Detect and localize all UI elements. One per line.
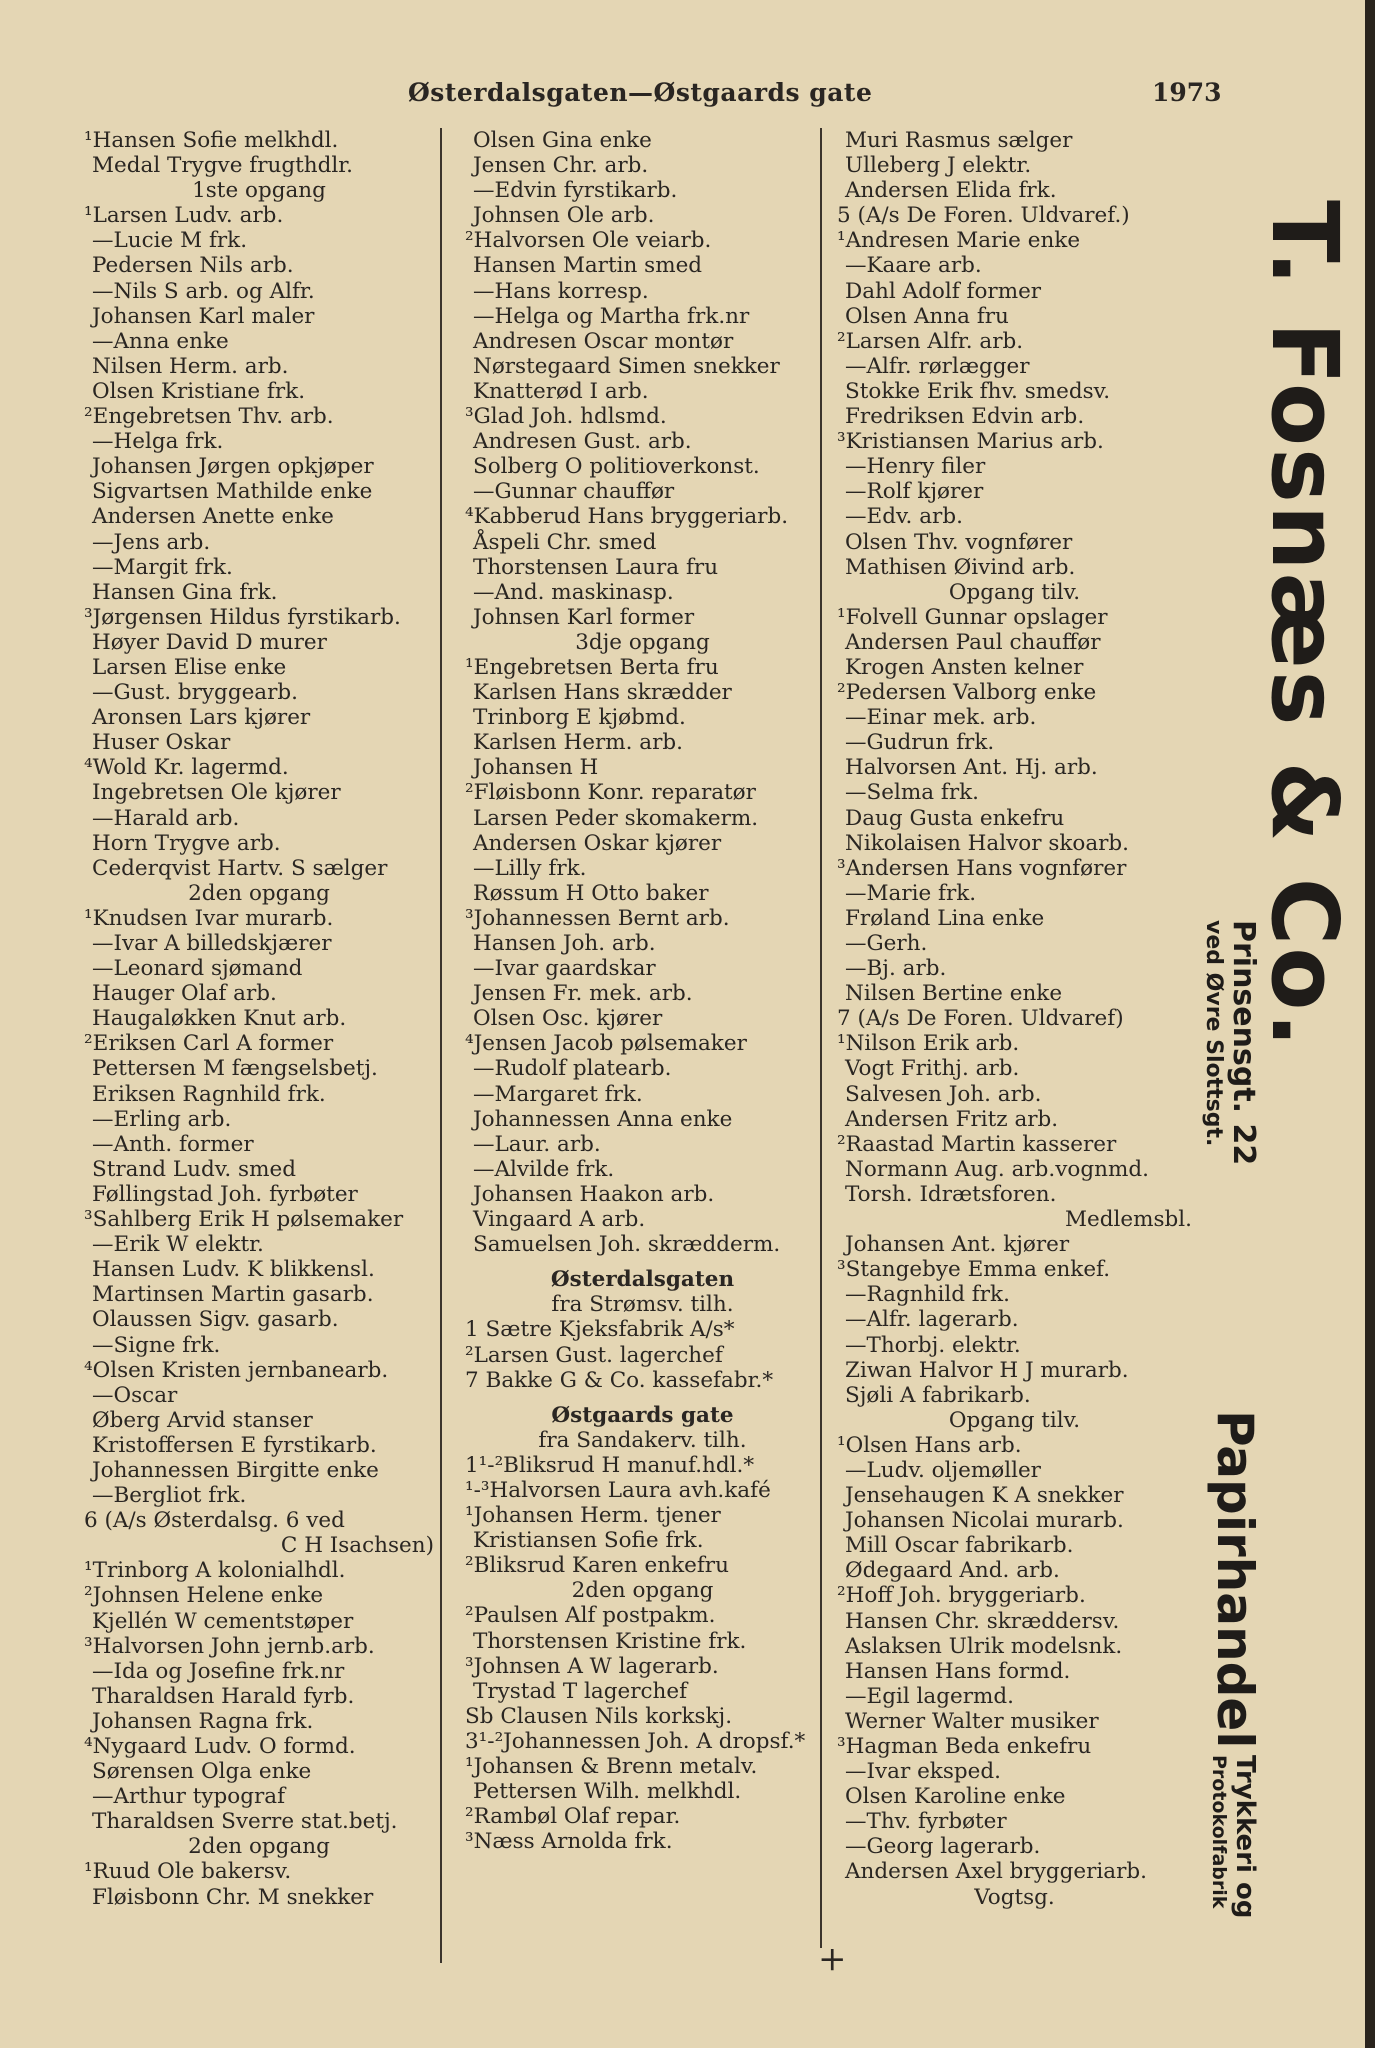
directory-entry: 7 (A/s De Foren. Uldvaref) (837, 1006, 1124, 1032)
directory-entry: Johansen Karl maler (92, 303, 315, 329)
ad-shop-type: Papirhandel (1206, 1410, 1264, 1749)
directory-entry: Sjøli A fabrikarb. (845, 1382, 1031, 1408)
directory-entry: —Rolf kjører (845, 479, 984, 505)
directory-entry: —Marie frk. (845, 880, 977, 906)
directory-entry: ¹Folvell Gunnar opslager (837, 604, 1108, 630)
directory-entry: —Ivar eksped. (845, 1759, 1001, 1785)
directory-entry: —Ida og Josefine frk.nr (92, 1658, 345, 1684)
margin-cross-mark: + (818, 1939, 847, 1979)
directory-entry: Olsen Kristiane frk. (92, 378, 306, 404)
directory-entry: —Anna enke (92, 328, 229, 354)
directory-entry: Larsen Peder skomakerm. (473, 805, 759, 831)
directory-entry: —Gunnar chauffør (473, 479, 675, 505)
directory-entry: Johansen Ant. kjører (845, 1232, 1070, 1258)
directory-entry: Andersen Elida frk. (845, 178, 1057, 204)
directory-entry: Martinsen Martin gasarb. (92, 1282, 374, 1308)
directory-entry: —Bj. arb. (845, 956, 947, 982)
directory-entry: Solberg O politioverkonst. (473, 454, 760, 480)
page-header (0, 78, 1240, 114)
directory-entry: —Thorbj. elektr. (845, 1332, 1021, 1358)
directory-entry: —Margaret frk. (473, 1081, 643, 1107)
directory-entry: —Henry filer (845, 454, 986, 480)
directory-entry: ²Larsen Alfr. arb. (837, 328, 1024, 354)
directory-entry: Tharaldsen Harald fyrb. (92, 1683, 355, 1709)
directory-entry: Andersen Oskar kjører (473, 830, 722, 856)
directory-entry: 6 (A/s Østerdalsg. 6 ved (84, 1508, 345, 1534)
directory-entry: —Georg lagerarb. (845, 1834, 1041, 1860)
advertisement-sidebar (1190, 200, 1358, 1919)
directory-entry: Åspeli Chr. smed (473, 529, 657, 555)
directory-entry: ¹Larsen Ludv. arb. (84, 203, 284, 229)
directory-entry: Jensehaugen K A snekker (845, 1483, 1124, 1509)
directory-entry: —Alfr. lagerarb. (845, 1307, 1019, 1333)
column-divider-1 (440, 128, 442, 1963)
directory-entry: Werner Walter musiker (845, 1708, 1099, 1734)
directory-entry: —Anth. former (92, 1131, 254, 1157)
stairway-heading: 3dje opgang (575, 629, 710, 655)
stairway-heading: fra Strømsv. tilh. (551, 1292, 734, 1318)
directory-entry: 1¹-²Bliksrud H manuf.hdl.* (465, 1452, 755, 1478)
directory-entry: —Signe frk. (92, 1332, 221, 1358)
directory-entry: Hansen Ludv. K blikkensl. (92, 1257, 375, 1283)
ad-company-name: T. Fosnæs & Co. (1251, 200, 1358, 1050)
column-1 (84, 128, 434, 1910)
directory-entry: 3¹-²Johannessen Joh. A dropsf.* (465, 1728, 806, 1754)
directory-entry: —Erik W elektr. (92, 1232, 264, 1258)
directory-entry: —Gerh. (845, 931, 928, 956)
directory-entry: —Lilly frk. (473, 855, 587, 881)
directory-entry: —Laur. arb. (473, 1131, 601, 1157)
directory-entry: Andersen Axel bryggeriarb. (845, 1859, 1147, 1885)
directory-entry: Ingebretsen Ole kjører (92, 780, 341, 806)
directory-entry: —Edv. arb. (845, 504, 963, 530)
directory-entry: Høyer David D murer (92, 629, 327, 655)
directory-entry: Fredriksen Edvin arb. (845, 404, 1085, 430)
directory-entry: Johansen Haakon arb. (473, 1181, 715, 1207)
directory-entry: Thorstensen Laura fru (473, 554, 719, 580)
directory-entry: Hauger Olaf arb. (92, 981, 277, 1007)
directory-entry: ²Paulsen Alf postpakm. (465, 1603, 716, 1629)
column-2 (465, 128, 820, 1854)
directory-entry: Karlsen Herm. arb. (473, 730, 683, 756)
directory-entry: ³Johannessen Bernt arb. (465, 905, 730, 931)
directory-entry: —Jens arb. (92, 529, 211, 555)
directory-entry: Larsen Elise enke (92, 654, 287, 680)
directory-entry: ¹Hansen Sofie melkhdl. (84, 128, 339, 153)
directory-entry: ²Pedersen Valborg enke (837, 680, 1097, 706)
directory-entry: Pettersen Wilh. melkhdl. (473, 1779, 742, 1805)
directory-entry: Halvorsen Ant. Hj. arb. (845, 755, 1098, 781)
directory-entry: —Harald arb. (92, 805, 240, 831)
directory-entry: Vingaard A arb. (473, 1207, 646, 1233)
directory-entry: —Bergliot frk. (92, 1483, 247, 1509)
column-3 (837, 128, 1192, 1910)
directory-entry: Andersen Fritz arb. (845, 1106, 1059, 1132)
directory-entry: Huser Oskar (92, 730, 231, 756)
directory-entry: —Helga frk. (92, 429, 224, 455)
directory-entry: 5 (A/s De Foren. Uldvaref.) (837, 203, 1130, 229)
directory-entry: —Gudrun frk. (845, 730, 995, 756)
directory-entry: Johannessen Birgitte enke (92, 1457, 379, 1483)
page-number: 1973 (1152, 78, 1222, 107)
stairway-heading: 2den opgang (571, 1578, 714, 1604)
directory-entry: ³Sahlberg Erik H pølsemaker (84, 1207, 404, 1233)
directory-entry: —Erling arb. (92, 1106, 232, 1132)
directory-entry: Johannessen Anna enke (473, 1106, 733, 1132)
directory-entry: Horn Trygve arb. (92, 830, 281, 856)
directory-entry: ³Stangebye Emma enkef. (837, 1257, 1111, 1283)
directory-entry: ⁴Nygaard Ludv. O formd. (84, 1734, 356, 1759)
directory-entry: Vogt Frithj. arb. (845, 1056, 1020, 1082)
directory-entry: —Alvilde frk. (473, 1156, 615, 1182)
directory-entry: —And. maskinasp. (473, 579, 674, 605)
directory-entry: —Ivar A billedskjærer (92, 931, 332, 956)
directory-entry: Olsen Thv. vognfører (845, 529, 1073, 555)
directory-entry: —Einar mek. arb. (845, 705, 1037, 731)
directory-entry: ³Næss Arnolda frk. (465, 1829, 673, 1855)
directory-entry: Røssum H Otto baker (473, 880, 709, 906)
directory-entry: ³Halvorsen John jernb.arb. (84, 1633, 375, 1659)
directory-entry: Johansen Nicolai murarb. (845, 1508, 1124, 1534)
directory-entry: —Helga og Martha frk.nr (473, 303, 750, 329)
directory-entry: Torsh. Idrætsforen. (845, 1181, 1057, 1207)
directory-entry: Andersen Anette enke (92, 504, 334, 530)
directory-entry: —Egil lagermd. (845, 1683, 1014, 1709)
directory-entry: ²Eriksen Carl A former (84, 1031, 334, 1057)
directory-entry: ¹Andresen Marie enke (837, 228, 1081, 254)
directory-entry: Sigvartsen Mathilde enke (92, 479, 373, 505)
directory-entry: Aronsen Lars kjører (92, 705, 311, 731)
directory-entry: Cederqvist Hartv. S sælger (92, 855, 388, 881)
directory-entry: ²Engebretsen Thv. arb. (84, 404, 334, 430)
directory-entry: Sb Clausen Nils korkskj. (465, 1703, 733, 1729)
directory-entry: ¹Johansen Herm. tjener (465, 1503, 721, 1529)
directory-entry: ¹Ruud Ole bakersv. (84, 1859, 292, 1885)
directory-entry: —Ludv. oljemøller (845, 1457, 1041, 1483)
directory-entry: Eriksen Ragnhild frk. (92, 1081, 326, 1107)
directory-entry: Thorstensen Kristine frk. (473, 1628, 747, 1654)
directory-entry: ¹Engebretsen Berta fru (465, 654, 719, 680)
directory-entry: Aslaksen Ulrik modelsnk. (845, 1633, 1123, 1659)
directory-entry: ²Bliksrud Karen enkefru (465, 1553, 729, 1579)
directory-entry: —Rudolf platearb. (473, 1056, 672, 1082)
directory-entry: Johnsen Karl former (473, 604, 695, 630)
directory-entry: Kristoffersen E fyrstikarb. (92, 1432, 377, 1458)
directory-entry: —Kaare arb. (845, 253, 982, 279)
directory-entry: Hansen Hans formd. (845, 1658, 1071, 1684)
directory-entry: Johansen Ragna frk. (92, 1708, 314, 1734)
ad-print-line-1: Trykkeri og (1230, 1755, 1260, 1919)
directory-entry: Kjellén W cementstøper (92, 1608, 354, 1634)
directory-entry: Mathisen Øivind arb. (845, 554, 1076, 580)
stairway-heading: 2den opgang (188, 1834, 330, 1860)
directory-entry: Jensen Chr. arb. (473, 153, 649, 179)
directory-entry: Jensen Fr. mek. arb. (473, 981, 693, 1007)
directory-entry: —Ivar gaardskar (473, 956, 656, 982)
directory-entry: Trinborg E kjøbmd. (473, 705, 686, 731)
directory-entry: Hansen Martin smed (473, 253, 703, 279)
directory-entry: Salvesen Joh. arb. (845, 1081, 1042, 1107)
directory-entry: Strand Ludv. smed (92, 1156, 296, 1182)
directory-entry: —Ragnhild frk. (845, 1282, 1010, 1308)
directory-entry: ³Andersen Hans vognfører (837, 855, 1127, 881)
directory-entry: ³Johnsen A W lagerarb. (465, 1653, 719, 1679)
directory-entry: ²Johnsen Helene enke (84, 1583, 324, 1609)
directory-entry: Knatterød I arb. (473, 378, 649, 404)
section-gap (465, 1393, 820, 1403)
directory-entry: Hansen Chr. skræddersv. (845, 1608, 1120, 1634)
directory-entry: —Arthur typograf (92, 1784, 286, 1810)
directory-entry: Trystad T lagerchef (473, 1678, 688, 1704)
directory-entry: Normann Aug. arb.vognmd. (845, 1156, 1149, 1182)
directory-entry: —Edvin fyrstikarb. (473, 178, 678, 204)
directory-entry: —Nils S arb. og Alfr. (92, 278, 315, 304)
stairway-heading: Vogtsg. (974, 1884, 1055, 1910)
directory-entry: Mill Oscar fabrikarb. (845, 1533, 1074, 1559)
entry-continuation: C H Isachsen) (280, 1533, 434, 1559)
directory-entry: Medal Trygve frugthdlr. (92, 153, 353, 179)
directory-entry: Ødegaard And. arb. (845, 1558, 1060, 1584)
stairway-heading: 1ste opgang (192, 178, 326, 204)
directory-entry: Samuelsen Joh. skrædderm. (473, 1232, 781, 1258)
directory-entry: Øberg Arvid stanser (92, 1407, 313, 1433)
directory-entry: Stokke Erik fhv. smedsv. (845, 378, 1111, 404)
directory-entry: Haugaløkken Knut arb. (92, 1006, 347, 1032)
directory-entry: Johansen H (473, 755, 599, 781)
directory-entry: ⁴Jensen Jacob pølsemaker (465, 1031, 747, 1057)
directory-entry: Sørensen Olga enke (92, 1759, 312, 1785)
directory-entry: Hansen Joh. arb. (473, 931, 656, 956)
directory-entry: ⁴Olsen Kristen jernbanearb. (84, 1357, 389, 1383)
directory-entry: ³Glad Joh. hdlsmd. (465, 404, 667, 430)
directory-entry: Andersen Paul chauffør (845, 629, 1101, 655)
directory-entry: —Hans korresp. (473, 278, 649, 304)
directory-entry: Kristiansen Sofie frk. (473, 1528, 704, 1554)
ad-corner: ved Øvre Slottsgt. (1201, 920, 1226, 1147)
directory-entry: —Thv. fyrbøter (845, 1809, 1007, 1835)
directory-entry: Johansen Jørgen opkjøper (92, 454, 374, 480)
directory-entry: ²Halvorsen Ole veiarb. (465, 228, 712, 254)
directory-entry: ¹Olsen Hans arb. (837, 1432, 1022, 1458)
stairway-heading: Opgang tilv. (948, 1407, 1081, 1433)
directory-entry: Ziwan Halvor H J murarb. (845, 1357, 1129, 1383)
ad-address (1200, 920, 1260, 1165)
directory-entry: Nørstegaard Simen snekker (473, 353, 780, 379)
directory-entry: Nilsen Bertine enke (845, 981, 1063, 1007)
directory-entry: 7 Bakke G & Co. kassefabr.* (465, 1367, 774, 1393)
directory-entry: —Gust. bryggearb. (92, 680, 298, 706)
directory-entry: —Leonard sjømand (92, 956, 303, 982)
directory-entry: Føllingstad Joh. fyrbøter (92, 1181, 358, 1207)
directory-entry: ⁴Wold Kr. lagermd. (84, 755, 289, 781)
directory-entry: ¹Knudsen Ivar murarb. (84, 905, 334, 931)
directory-entry: ³Kristiansen Marius arb. (837, 429, 1104, 455)
directory-entry: —Alfr. rørlægger (845, 353, 1030, 379)
directory-entry: Krogen Ansten kelner (845, 654, 1084, 680)
directory-entry: ²Larsen Gust. lagerchef (465, 1342, 723, 1368)
directory-entry: Johnsen Ole arb. (473, 203, 655, 229)
street-heading: Østerdalsgaten (550, 1267, 735, 1293)
directory-entry: ³Hagman Beda enkefru (837, 1734, 1092, 1759)
stairway-heading: fra Sandakerv. tilh. (538, 1427, 747, 1453)
directory-entry: Ulleberg J elektr. (845, 153, 1032, 179)
directory-entry: Dahl Adolf former (845, 278, 1042, 304)
ad-print-services (1208, 1755, 1260, 1918)
ad-street: Prinsensgt. 22 (1226, 920, 1261, 1166)
directory-entry: Karlsen Hans skrædder (473, 680, 732, 706)
section-gap (465, 1257, 820, 1267)
directory-entry: ⁴Kabberud Hans bryggeriarb. (465, 504, 789, 530)
stairway-heading: 2den opgang (188, 880, 330, 906)
directory-entry: Hansen Gina frk. (92, 579, 278, 605)
directory-entry: Tharaldsen Sverre stat.betj. (92, 1809, 398, 1835)
directory-entry: Olsen Gina enke (473, 128, 652, 153)
directory-entry: ²Raastad Martin kasserer (837, 1131, 1117, 1157)
directory-entry: ¹Nilson Erik arb. (837, 1031, 1020, 1057)
directory-entry: Nikolaisen Halvor skoarb. (845, 830, 1130, 856)
directory-entry: Muri Rasmus sælger (845, 128, 1073, 153)
directory-entry: ³Jørgensen Hildus fyrstikarb. (84, 604, 401, 630)
directory-entry: ¹-³Halvorsen Laura avh.kafé (465, 1477, 771, 1503)
directory-entry: Olsen Osc. kjører (473, 1006, 663, 1032)
directory-entry: —Lucie M frk. (92, 228, 248, 254)
directory-entry: ²Fløisbonn Konr. reparatør (465, 780, 756, 806)
directory-entry: Olsen Anna fru (845, 303, 1009, 329)
directory-entry: Andresen Gust. arb. (473, 429, 692, 455)
running-title: Østerdalsgaten—Østgaards gate (408, 78, 873, 107)
directory-entry: Pettersen M fængselsbetj. (92, 1056, 378, 1082)
directory-entry: ²Hoff Joh. bryggeriarb. (837, 1583, 1086, 1609)
directory-entry: Frøland Lina enke (845, 905, 1045, 931)
directory-entry: Fløisbonn Chr. M snekker (92, 1884, 374, 1910)
directory-entry: —Margit frk. (92, 554, 233, 580)
directory-entry: 1 Sætre Kjeksfabrik A/s* (465, 1317, 735, 1343)
directory-entry: ¹Trinborg A kolonialhdl. (84, 1558, 346, 1584)
directory-entry: Olsen Karoline enke (845, 1784, 1066, 1810)
directory-entry: Daug Gusta enkefru (845, 805, 1065, 831)
directory-entry: Andresen Oscar montør (473, 328, 734, 354)
stairway-heading: Opgang tilv. (948, 579, 1081, 605)
directory-entry: Olaussen Sigv. gasarb. (92, 1307, 339, 1333)
directory-entry: —Oscar (92, 1382, 178, 1408)
directory-entry: ¹Johansen & Brenn metalv. (465, 1754, 758, 1779)
ad-print-line-2: Protokolfabrik (1208, 1755, 1230, 1909)
directory-entry: Nilsen Herm. arb. (92, 353, 289, 379)
directory-entry: —Selma frk. (845, 780, 979, 806)
street-heading: Østgaards gate (551, 1402, 734, 1428)
column-divider-2 (820, 128, 822, 1948)
directory-entry: ²Rambøl Olaf repar. (465, 1804, 681, 1830)
entry-continuation: Medlemsbl. (1065, 1207, 1192, 1233)
directory-entry: Pedersen Nils arb. (92, 253, 294, 279)
